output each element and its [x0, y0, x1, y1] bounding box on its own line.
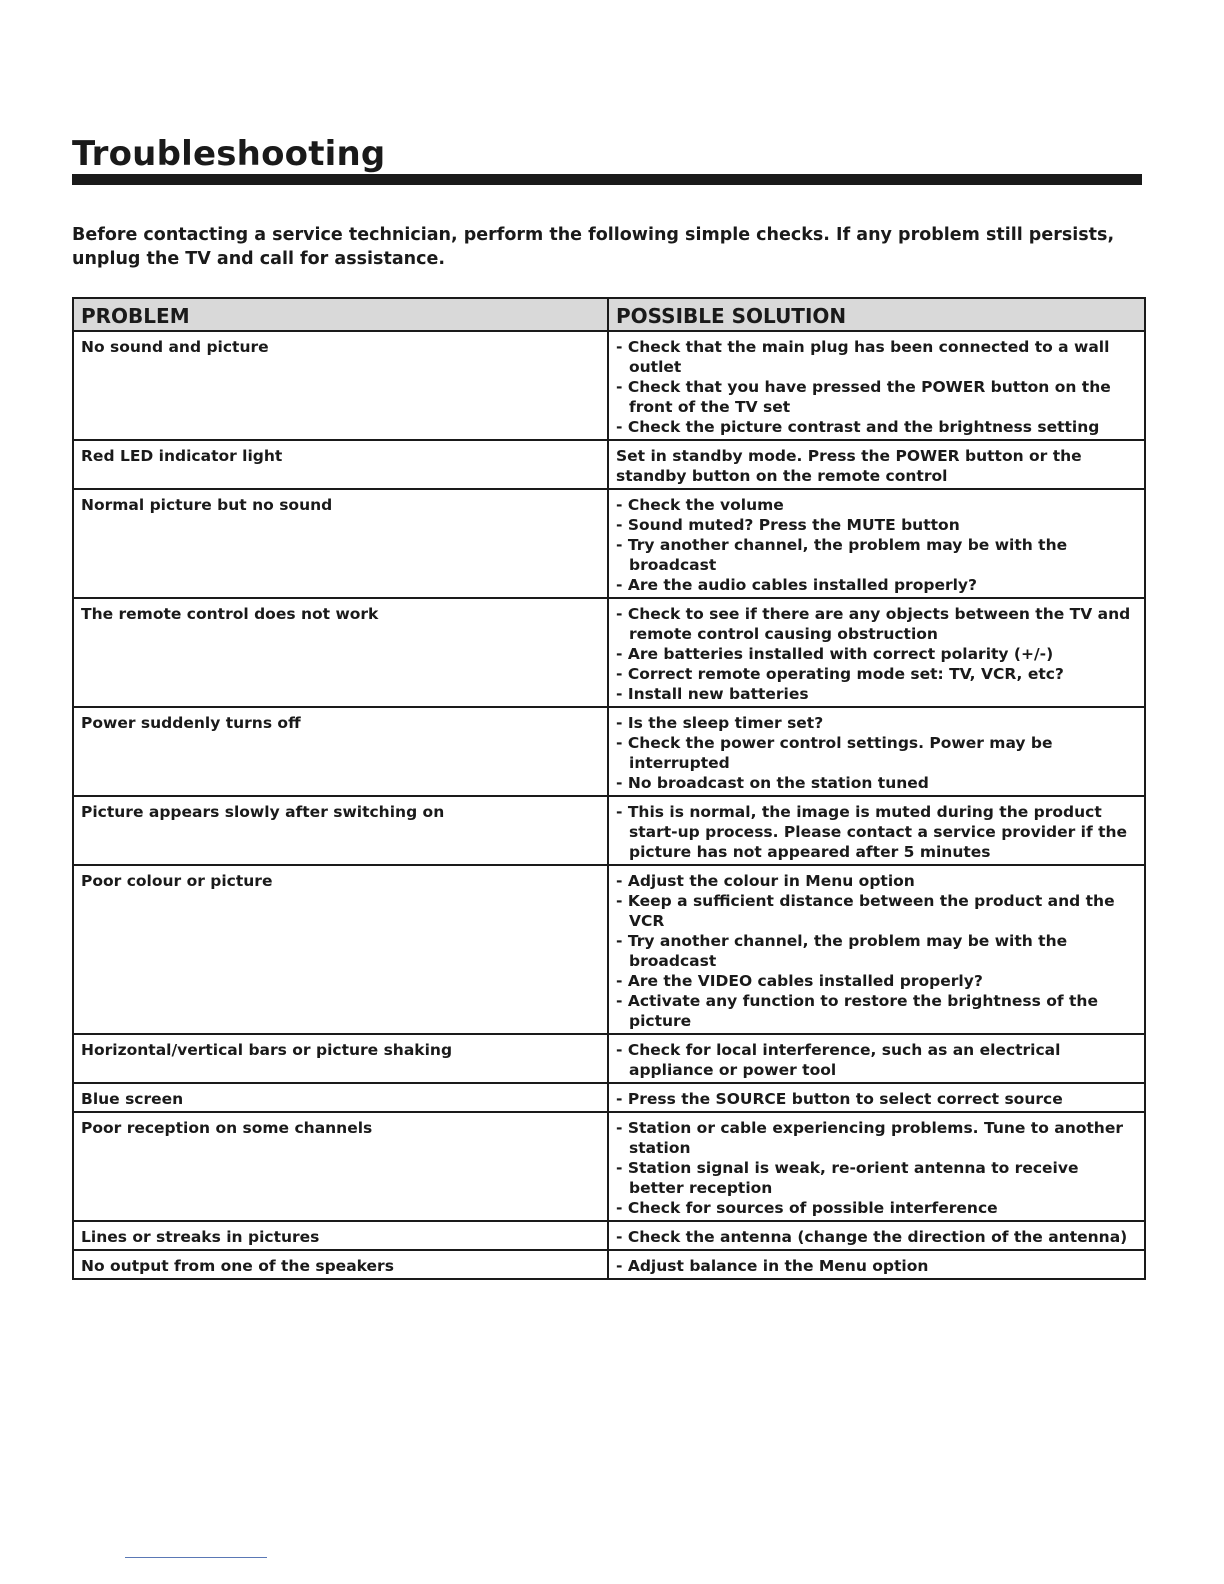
- problem-cell: Normal picture but no sound: [73, 489, 608, 598]
- problem-cell: Red LED indicator light: [73, 440, 608, 489]
- solution-item: - Press the SOURCE button to select correct source: [616, 1089, 1137, 1109]
- solution-cell: [608, 331, 1145, 440]
- solution-item: - Activate any function to restore the brightness of the picture: [616, 991, 1137, 1031]
- solution-cell: [608, 489, 1145, 598]
- solution-list: [616, 1118, 1137, 1218]
- solution-item: - Check the antenna (change the direction of the antenna): [616, 1227, 1137, 1247]
- solution-cell: [608, 865, 1145, 1034]
- footer-divider: [125, 1557, 267, 1558]
- table-row: [73, 489, 1145, 598]
- table-row: [73, 440, 1145, 489]
- solution-item: - Check for sources of possible interference: [616, 1198, 1137, 1218]
- table-row: [73, 1034, 1145, 1083]
- solution-item: - Check to see if there are any objects between the TV and remote control causing obstruction: [616, 604, 1137, 644]
- page-title: Troubleshooting: [72, 134, 386, 174]
- solution-item: - Check that you have pressed the POWER button on the front of the TV set: [616, 377, 1137, 417]
- solution-list: [616, 604, 1137, 704]
- solution-list: [616, 871, 1137, 1031]
- solution-item: - Try another channel, the problem may be with the broadcast: [616, 535, 1137, 575]
- solution-list: [616, 1089, 1137, 1109]
- table-row: [73, 707, 1145, 796]
- solution-cell: [608, 796, 1145, 865]
- table-row: [73, 865, 1145, 1034]
- solution-column-header: POSSIBLE SOLUTION: [608, 298, 1145, 331]
- solution-list: [616, 802, 1137, 862]
- solution-list: [616, 713, 1137, 793]
- solution-item: - This is normal, the image is muted during the product start-up process. Please contact a service provider if the picture has not appeared after 5 minutes: [616, 802, 1137, 862]
- solution-item: - Are the VIDEO cables installed properly?: [616, 971, 1137, 991]
- table-row: [73, 1112, 1145, 1221]
- problem-column-header: PROBLEM: [73, 298, 608, 331]
- solution-item: - Adjust balance in the Menu option: [616, 1256, 1137, 1276]
- solution-cell: [608, 1221, 1145, 1250]
- problem-cell: Blue screen: [73, 1083, 608, 1112]
- solution-item: - Are the audio cables installed properly?: [616, 575, 1137, 595]
- solution-text: Set in standby mode. Press the POWER button or the standby button on the remote control: [616, 447, 1082, 485]
- problem-cell: Lines or streaks in pictures: [73, 1221, 608, 1250]
- problem-cell: Horizontal/vertical bars or picture shaking: [73, 1034, 608, 1083]
- solution-list: [616, 1040, 1137, 1080]
- table-body: [73, 331, 1145, 1279]
- solution-item: - Station signal is weak, re-orient antenna to receive better reception: [616, 1158, 1137, 1198]
- troubleshooting-table: [72, 297, 1146, 1280]
- problem-cell: Power suddenly turns off: [73, 707, 608, 796]
- solution-item: - Station or cable experiencing problems. Tune to another station: [616, 1118, 1137, 1158]
- solution-list: [616, 337, 1137, 437]
- solution-cell: [608, 1083, 1145, 1112]
- problem-cell: The remote control does not work: [73, 598, 608, 707]
- table-row: [73, 598, 1145, 707]
- solution-item: - Check the power control settings. Power may be interrupted: [616, 733, 1137, 773]
- solution-cell: [608, 1112, 1145, 1221]
- solution-cell: [608, 1250, 1145, 1279]
- solution-item: - Check for local interference, such as an electrical appliance or power tool: [616, 1040, 1137, 1080]
- solution-list: [616, 1256, 1137, 1276]
- solution-cell: [608, 598, 1145, 707]
- table-row: [73, 796, 1145, 865]
- solution-cell: [608, 707, 1145, 796]
- solution-list: [616, 1227, 1137, 1247]
- solution-item: - Are batteries installed with correct polarity (+/-): [616, 644, 1137, 664]
- problem-cell: Picture appears slowly after switching on: [73, 796, 608, 865]
- table-row: [73, 331, 1145, 440]
- problem-cell: No output from one of the speakers: [73, 1250, 608, 1279]
- problem-cell: No sound and picture: [73, 331, 608, 440]
- solution-item: - Adjust the colour in Menu option: [616, 871, 1137, 891]
- solution-cell: [608, 440, 1145, 489]
- table-row: [73, 1250, 1145, 1279]
- solution-list: [616, 495, 1137, 595]
- problem-cell: Poor reception on some channels: [73, 1112, 608, 1221]
- table-row: [73, 1221, 1145, 1250]
- solution-item: - Sound muted? Press the MUTE button: [616, 515, 1137, 535]
- solution-item: - Is the sleep timer set?: [616, 713, 1137, 733]
- problem-cell: Poor colour or picture: [73, 865, 608, 1034]
- solution-cell: [608, 1034, 1145, 1083]
- solution-item: - No broadcast on the station tuned: [616, 773, 1137, 793]
- table-header-row: [73, 298, 1145, 331]
- table-row: [73, 1083, 1145, 1112]
- solution-item: - Install new batteries: [616, 684, 1137, 704]
- solution-item: - Check that the main plug has been connected to a wall outlet: [616, 337, 1137, 377]
- solution-item: - Check the volume: [616, 495, 1137, 515]
- title-divider: [72, 174, 1142, 185]
- solution-item: - Keep a sufficient distance between the product and the VCR: [616, 891, 1137, 931]
- intro-paragraph: Before contacting a service technician, perform the following simple checks. If any problem still persists, unplug the TV and call for assistance.: [72, 225, 1115, 269]
- solution-item: - Check the picture contrast and the brightness setting: [616, 417, 1137, 437]
- solution-item: - Try another channel, the problem may be with the broadcast: [616, 931, 1137, 971]
- solution-item: - Correct remote operating mode set: TV, VCR, etc?: [616, 664, 1137, 684]
